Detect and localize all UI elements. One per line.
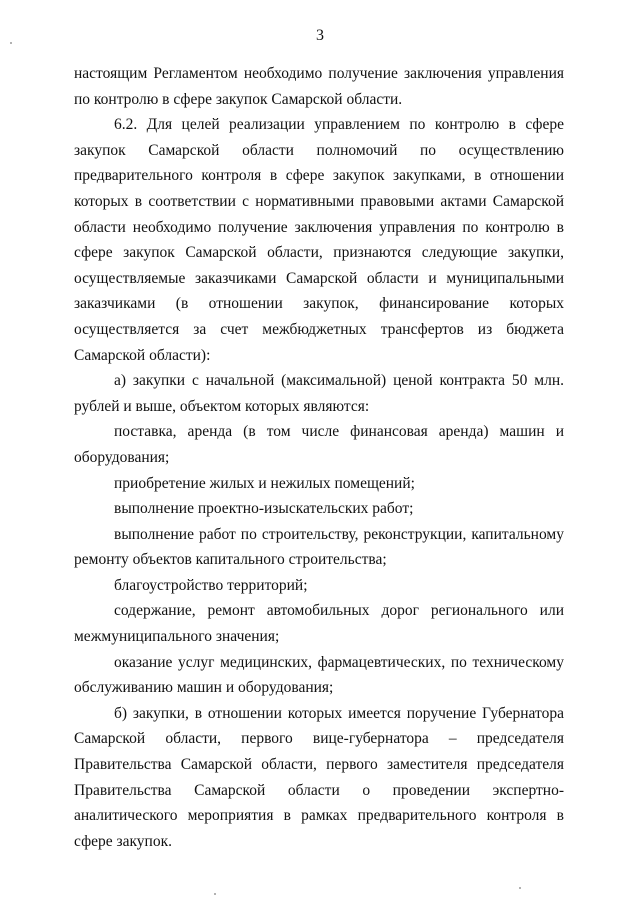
paragraph-subitem-supply: поставка, аренда (в том числе финансовая аренда) машин и оборудования; <box>74 423 564 466</box>
paragraph-subitem-premises: приобретение жилых и нежилых помещений; <box>114 474 415 492</box>
scan-speck <box>10 42 12 44</box>
scan-speck <box>519 887 521 889</box>
paragraph-item-a: а) закупки с начальной (максимальной) ценой контракта 50 млн. рублей и выше, объектом которых являются: <box>74 372 564 415</box>
document-body <box>74 61 564 854</box>
paragraph-subitem-roads: содержание, ремонт автомобильных дорог регионального или межмуниципального значения; <box>74 602 564 646</box>
paragraph-subitem-landscaping: благоустройство территорий; <box>114 576 308 594</box>
page-number: 3 <box>316 27 324 44</box>
paragraph-subitem-survey: выполнение проектно-изыскательских работ; <box>114 500 414 518</box>
scan-speck <box>214 893 216 895</box>
paragraph-subitem-construction: выполнение работ по строительству, реконструкции, капитальному ремонту объектов капитального строительства; <box>74 525 564 569</box>
paragraph-continuation: настоящим Регламентом необходимо получение заключения управления по контролю в сфере закупок Самарской области. <box>74 65 564 108</box>
paragraph-6-2: 6.2. Для целей реализации управлением по контролю в сфере закупок Самарской области полномочий по осуществлению предварительного контроля в сфере закупок закупками, в отношении которых в соответствии с нормативными правовыми актами Самарской области необходимо получение заключения управления по контролю в сфере закупок Самарской области, признаются следующие закупки, осуществляемые заказчиками Самарской области и муниципальными заказчиками (в отношении закупок, финансирование которых осуществляется за счет межбюджетных трансфертов из бюджета Самарской области): <box>74 116 564 364</box>
paragraph-subitem-services: оказание услуг медицинских, фармацевтических, по техническому обслуживанию машин и оборудования; <box>74 653 564 697</box>
paragraph-item-b: б) закупки, в отношении которых имеется поручение Губернатора Самарской области, первого вице-губернатора – председателя Правительства Самарской области, первого заместителя председателя Правительства Самарской области о проведении экспертно-аналитического мероприятия в рамках предварительного контроля в сфере закупок. <box>74 704 564 850</box>
